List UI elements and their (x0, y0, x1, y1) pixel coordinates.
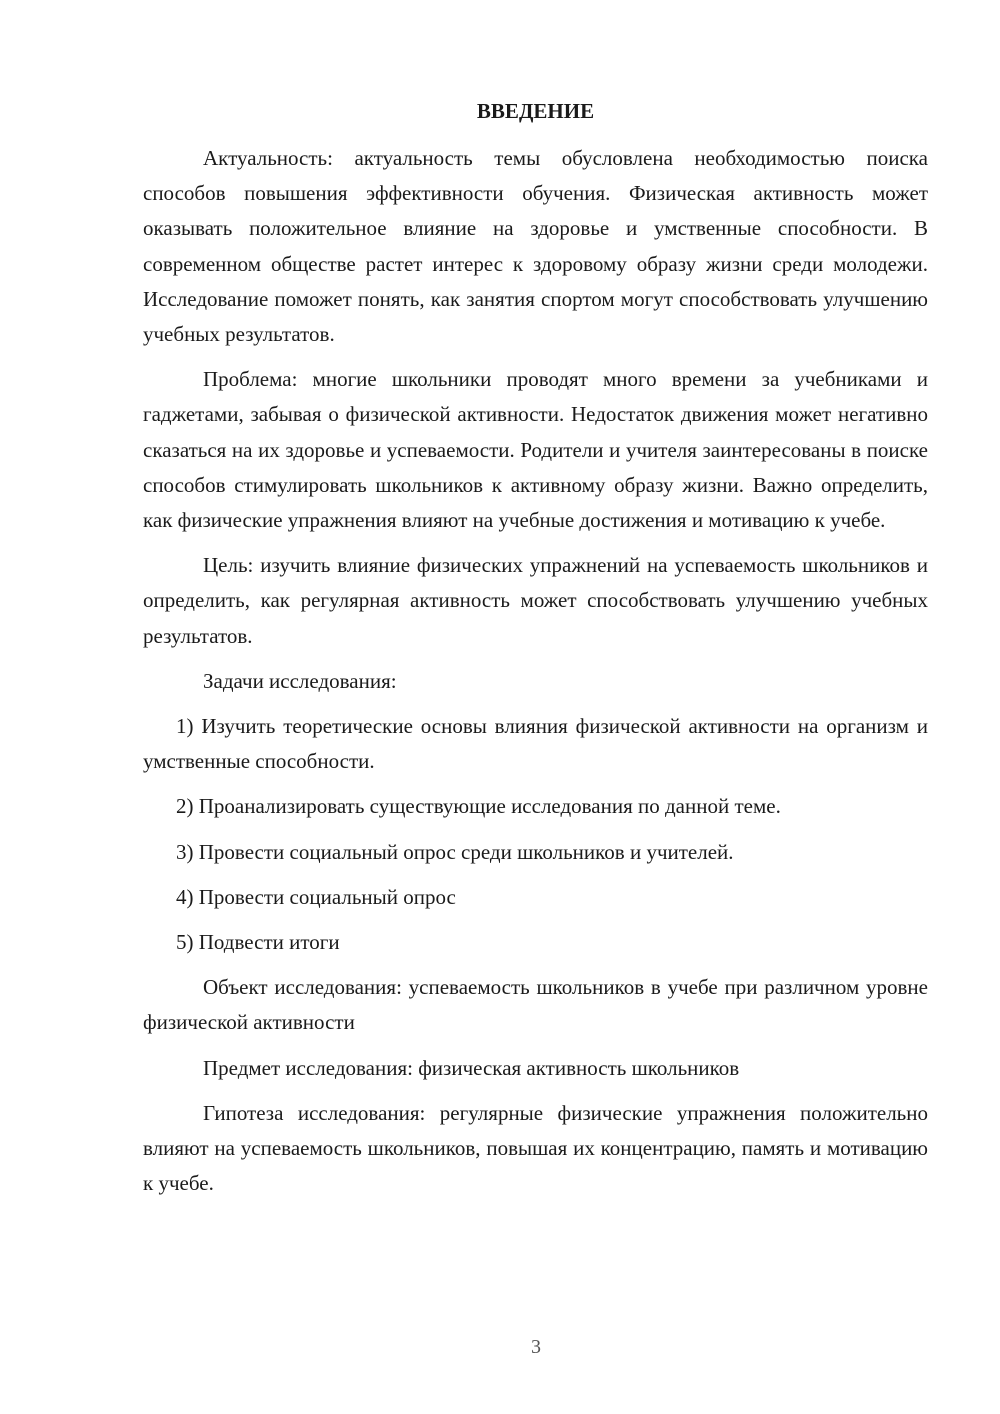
task-item: 1) Изучить теоретические основы влияния физической активности на организм и умственные способности. (143, 714, 928, 774)
page-number: 3 (531, 1336, 541, 1358)
goal-paragraph: Цель: изучить влияние физических упражнений на успеваемость школьников и определить, как регулярная активность может способствовать улучшению учебных результатов. (143, 553, 928, 648)
object-paragraph: Объект исследования: успеваемость школьников в учебе при различном уровне физической активности (143, 975, 928, 1035)
task-item: 3) Провести социальный опрос среди школьников и учителей. (176, 839, 734, 864)
problem-paragraph: Проблема: многие школьники проводят много времени за учебниками и гаджетами, забывая о физической активности. Недостаток движения может негативно сказаться на их здоровье и успеваемости. Родители и учителя заинтересованы в поиске способов стимулировать школьников к активному образу жизни. Важно определить, как физические упражнения влияют на учебные достижения и мотивацию к учебе. (143, 367, 928, 533)
task-item: 2) Проанализировать существующие исследования по данной теме. (176, 794, 781, 819)
subject-paragraph: Предмет исследования: физическая активность школьников (203, 1055, 740, 1080)
task-item: 4) Провести социальный опрос (176, 884, 456, 909)
document-body (143, 141, 928, 1211)
relevance-paragraph: Актуальность: актуальность темы обусловлена необходимостью поиска способов повышения эффективности обучения. Физическая активность может оказывать положительное влияние на здоровье и умственные способности. В современном обществе растет интерес к здоровому образу жизни среди молодежи. Исследование поможет понять, как занятия спортом могут способствовать улучшению учебных результатов. (143, 146, 928, 347)
tasks-title: Задачи исследования: (203, 668, 397, 693)
page-heading: ВВЕДЕНИЕ (476, 99, 595, 123)
hypothesis-paragraph: Гипотеза исследования: регулярные физические упражнения положительно влияют на успеваемость школьников, повышая их концентрацию, память и мотивацию к учебе. (143, 1100, 928, 1196)
task-item: 5) Подвести итоги (176, 930, 340, 955)
